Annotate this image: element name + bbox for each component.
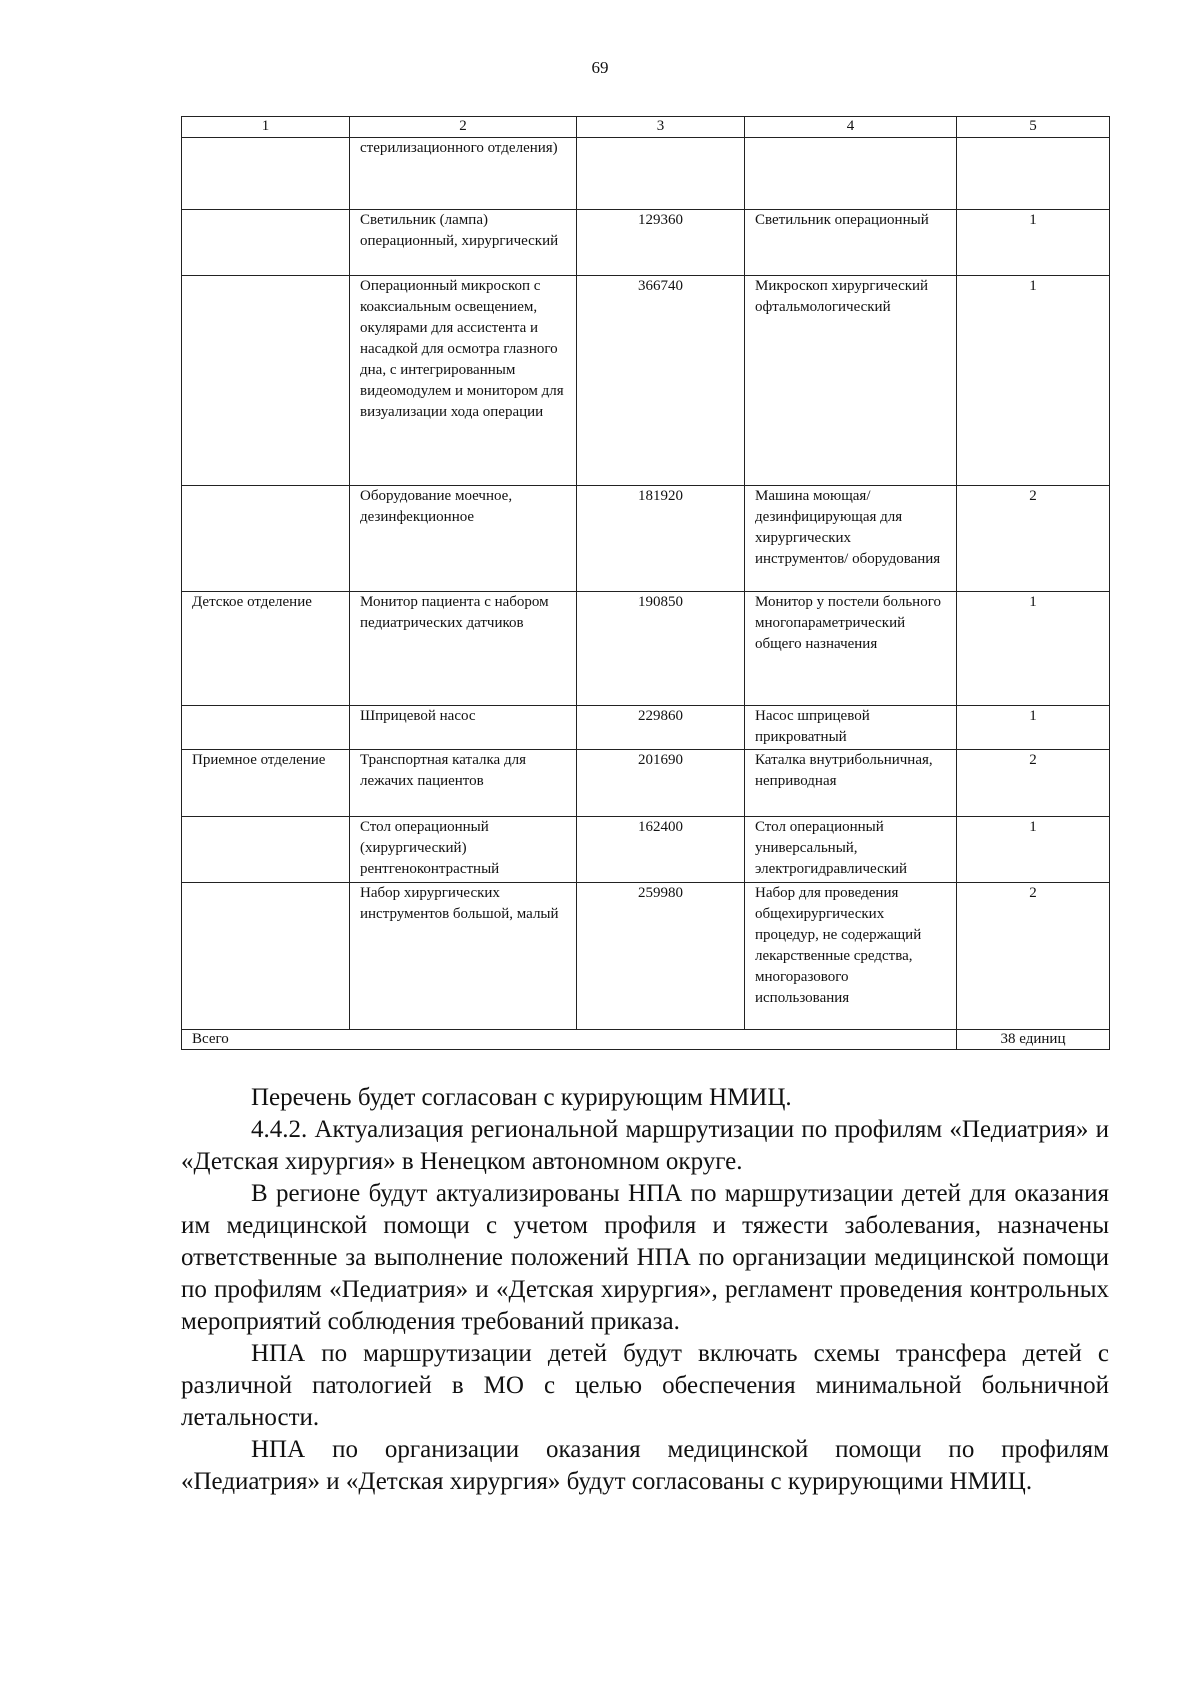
department-cell — [182, 883, 350, 1030]
code-cell: 201690 — [577, 750, 745, 817]
equipment-name-cell: Оборудование моечное, дезинфекционное — [350, 486, 577, 592]
table-row — [182, 486, 1110, 592]
quantity-cell: 2 — [957, 750, 1110, 817]
code-cell: 129360 — [577, 210, 745, 276]
equipment-name-cell: стерилизационного отделения) — [350, 138, 577, 210]
code-cell: 366740 — [577, 276, 745, 486]
paragraph: 4.4.2. Актуализация региональной маршрутизации по профилям «Педиатрия» и «Детская хирургия» в Ненецком автономном округе. — [181, 1116, 1109, 1175]
equipment-name-cell: Транспортная каталка для лежачих пациентов — [350, 750, 577, 817]
department-cell — [182, 210, 350, 276]
code-cell — [577, 138, 745, 210]
equipment-type-cell: Микроскоп хирургический офтальмологический — [745, 276, 957, 486]
table-total-row — [182, 1030, 1110, 1050]
paragraph: Перечень будет согласован с курирующим НМИЦ. — [251, 1084, 792, 1111]
column-header: 4 — [745, 117, 957, 138]
equipment-table — [181, 116, 1110, 1050]
paragraph: НПА по маршрутизации детей будут включать схемы трансфера детей с различной патологией в МО с целью обеспечения минимальной больничной летальности. — [181, 1340, 1109, 1431]
department-cell: Приемное отделение — [182, 750, 350, 817]
department-cell — [182, 138, 350, 210]
code-cell: 190850 — [577, 592, 745, 706]
equipment-name-cell: Стол операционный (хирургический) рентгеноконтрастный — [350, 817, 577, 883]
quantity-cell: 2 — [957, 883, 1110, 1030]
department-cell — [182, 817, 350, 883]
code-cell: 229860 — [577, 706, 745, 750]
table-row — [182, 210, 1110, 276]
equipment-name-cell: Шприцевой насос — [350, 706, 577, 750]
equipment-type-cell — [745, 138, 957, 210]
department-cell — [182, 706, 350, 750]
paragraph: В регионе будут актуализированы НПА по маршрутизации детей для оказания им медицинской помощи с учетом профиля и тяжести заболевания, назначены ответственные за выполнение положений НПА по организации медицинской помощи по профилям «Педиатрия» и «Детская хирургия», регламент проведения контрольных мероприятий соблюдения требований приказа. — [181, 1180, 1109, 1335]
equipment-name-cell: Набор хирургических инструментов большой, малый — [350, 883, 577, 1030]
table-row — [182, 817, 1110, 883]
equipment-type-cell: Монитор у постели больного многопараметрический общего назначения — [745, 592, 957, 706]
column-header: 5 — [957, 117, 1110, 138]
equipment-type-cell: Каталка внутрибольничная, неприводная — [745, 750, 957, 817]
equipment-type-cell: Насос шприцевой прикроватный — [745, 706, 957, 750]
quantity-cell: 1 — [957, 210, 1110, 276]
quantity-cell: 1 — [957, 276, 1110, 486]
body-text — [181, 1082, 1109, 1498]
code-cell: 259980 — [577, 883, 745, 1030]
code-cell: 181920 — [577, 486, 745, 592]
column-header: 2 — [350, 117, 577, 138]
table-header-row — [182, 117, 1110, 138]
total-value: 38 единиц — [957, 1030, 1110, 1050]
equipment-type-cell: Стол операционный универсальный, электрогидравлический — [745, 817, 957, 883]
quantity-cell: 2 — [957, 486, 1110, 592]
quantity-cell — [957, 138, 1110, 210]
department-cell — [182, 276, 350, 486]
page-number: 69 — [591, 58, 609, 77]
paragraph: НПА по организации оказания медицинской помощи по профилям «Педиатрия» и «Детская хирургия» будут согласованы с курирующими НМИЦ. — [181, 1436, 1109, 1495]
table-row — [182, 883, 1110, 1030]
total-label: Всего — [182, 1030, 957, 1050]
code-cell: 162400 — [577, 817, 745, 883]
quantity-cell: 1 — [957, 817, 1110, 883]
column-header: 1 — [182, 117, 350, 138]
quantity-cell: 1 — [957, 706, 1110, 750]
department-cell: Детское отделение — [182, 592, 350, 706]
column-header: 3 — [577, 117, 745, 138]
department-cell — [182, 486, 350, 592]
equipment-name-cell: Монитор пациента с набором педиатрических датчиков — [350, 592, 577, 706]
equipment-type-cell: Машина моющая/ дезинфицирующая для хирургических инструментов/ оборудования — [745, 486, 957, 592]
equipment-name-cell: Операционный микроскоп с коаксиальным освещением, окулярами для ассистента и насадкой для осмотра глазного дна, с интегрированным видеомодулем и монитором для визуализации хода операции — [350, 276, 577, 486]
equipment-type-cell: Светильник операционный — [745, 210, 957, 276]
equipment-name-cell: Светильник (лампа) операционный, хирургический — [350, 210, 577, 276]
quantity-cell: 1 — [957, 592, 1110, 706]
equipment-type-cell: Набор для проведения общехирургических процедур, не содержащий лекарственные средства, многоразового использования — [745, 883, 957, 1030]
table-row — [182, 276, 1110, 486]
table-row — [182, 750, 1110, 817]
table-row — [182, 592, 1110, 706]
table-row — [182, 138, 1110, 210]
table-row — [182, 706, 1110, 750]
